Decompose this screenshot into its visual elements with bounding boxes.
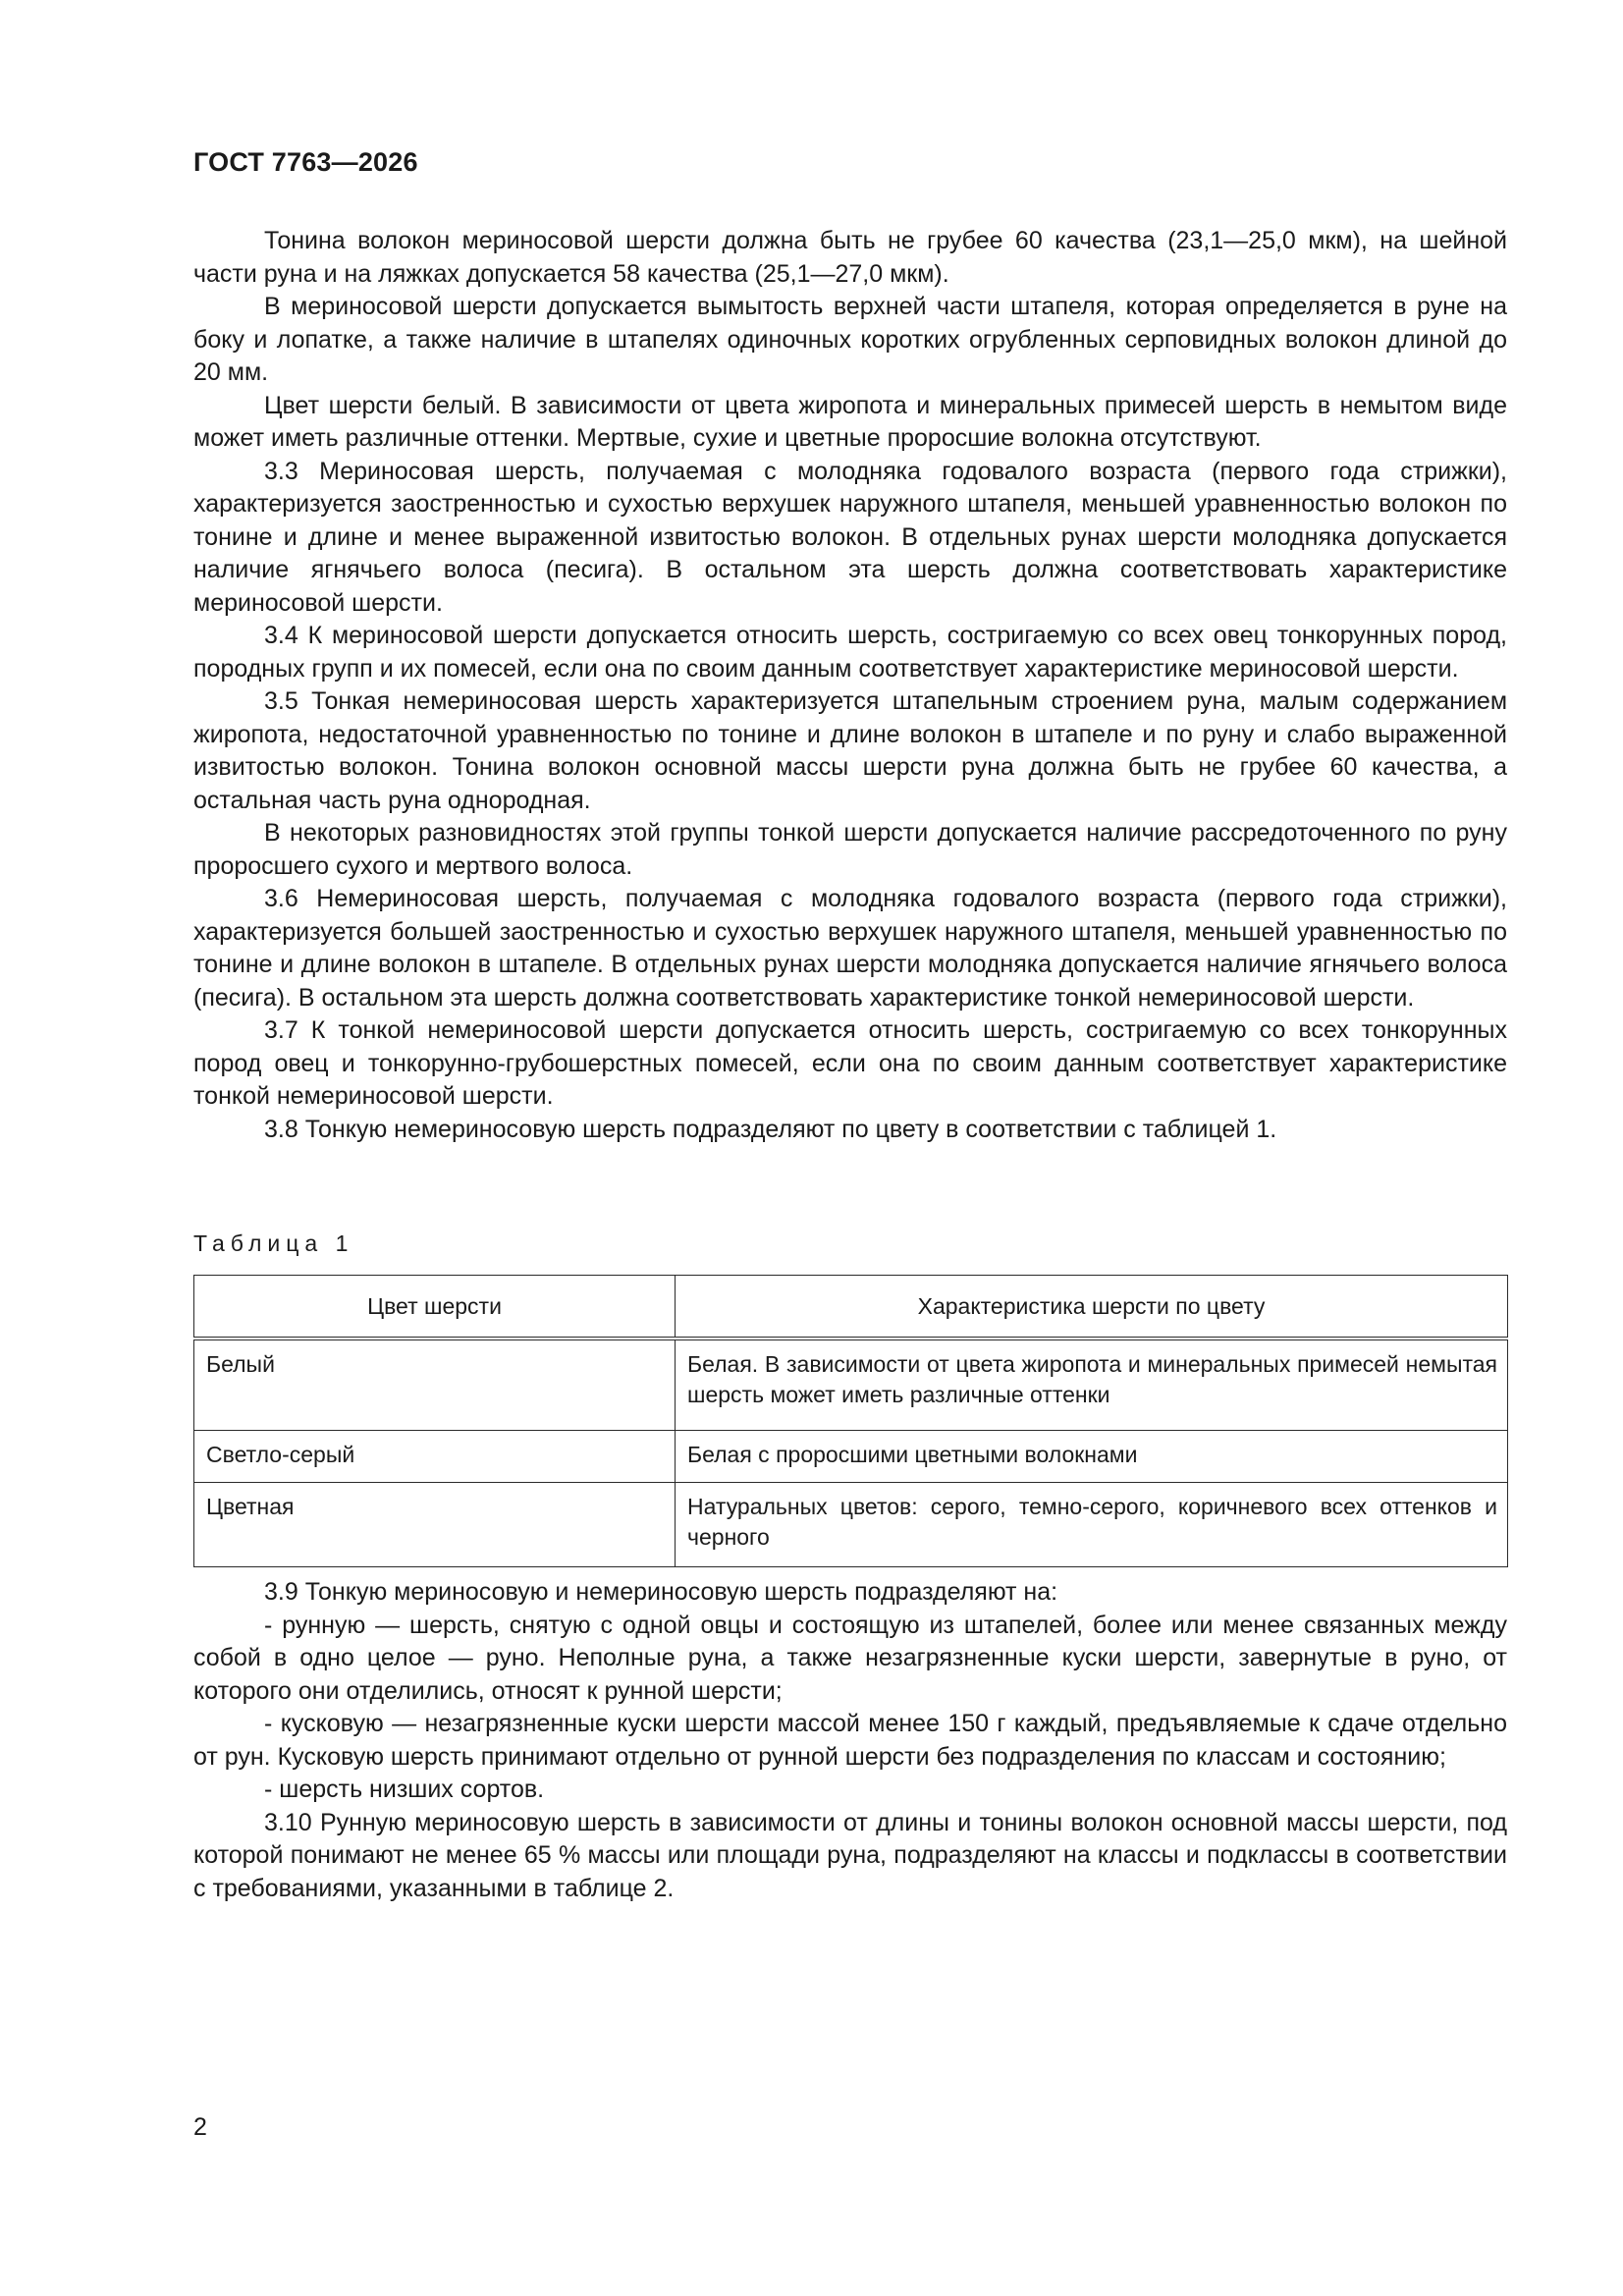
table-1: [193, 1275, 1508, 1567]
paragraph-3-3: 3.3 Мериносовая шерсть, получаемая с молодняка годовалого возраста (первого года стрижки), характеризуется заостренностью и сухостью верхушек наружного штапеля, меньшей уравненностью волокон по тонине и длине и менее выраженной извитостью волокон. В отдельных рунах шерсти молодняка допускается наличие ягнячьего волоса (песига). В остальном эта шерсть должна соответствовать характеристике мериносовой шерсти.: [193, 457, 1507, 617]
body-text-top: [193, 225, 1507, 1146]
paragraph-3-10: 3.10 Рунную мериносовую шерсть в зависимости от длины и тонины волокон основной массы шерсти, под которой понимают не менее 65 % массы или площади руна, подразделяют на классы и подклассы в соответствии с требованиями, указанными в таблице 2.: [193, 1808, 1507, 1902]
paragraph-3-5: 3.5 Тонкая немериносовая шерсть характеризуется штапельным строением руна, малым содержанием жиропота, недостаточной уравненностью по тонине и длине волокон в штапеле и по руну и слабо выраженной извитостью волокон. Тонина волокон основной массы шерсти руна должна быть не грубее 60 качества, а остальная часть руна однородная.: [193, 687, 1507, 814]
page-number: 2: [193, 2113, 207, 2141]
paragraph: В мериносовой шерсти допускается вымытость верхней части штапеля, которая определяется в руне на боку и лопатке, а также наличие в штапелях одиночных коротких огрубленных серповидных волокон длиной до 20 мм.: [193, 293, 1507, 386]
table-row: [194, 1431, 1508, 1483]
table-row: [194, 1483, 1508, 1567]
table-cell: Натуральных цветов: серого, темно-серого, коричневого всех оттенков и черного: [676, 1483, 1508, 1567]
column-header-characteristic: Характеристика шерсти по цвету: [676, 1276, 1508, 1339]
paragraph-3-8: 3.8 Тонкую немериносовую шерсть подразделяют по цвету в соответствии с таблицей 1.: [264, 1115, 1277, 1143]
list-item: - шерсть низших сортов.: [264, 1776, 545, 1803]
paragraph-3-4: 3.4 К мериносовой шерсти допускается относить шерсть, состригаемую со всех овец тонкорунных пород, породных групп и их помесей, если она по своим данным соответствует характеристике мериносовой шерсти.: [193, 622, 1507, 683]
table-cell: Цветная: [194, 1483, 676, 1567]
list-item: - кусковую — незагрязненные куски шерсти массой менее 150 г каждый, предъявляемые к сдаче отдельно от рун. Кусковую шерсть принимают отдельно от рунной шерсти без подразделения по классам и состоянию;: [193, 1710, 1507, 1771]
document-header: ГОСТ 7763—2026: [193, 147, 418, 177]
paragraph-3-6: 3.6 Немериносовая шерсть, получаемая с молодняка годовалого возраста (первого года стрижки), характеризуется большей заостренностью и сухостью верхушек наружного штапеля, меньшей уравненностью по тонине и длине волокон в штапеле. В отдельных рунах шерсти молодняка допускается наличие ягнячьего волоса (песига). В остальном эта шерсть должна соответствовать характеристике тонкой немериносовой шерсти.: [193, 885, 1507, 1011]
table-cell: Светло-серый: [194, 1431, 676, 1483]
paragraph: Тонина волокон мериносовой шерсти должна быть не грубее 60 качества (23,1—25,0 мкм), на шейной части руна и на ляжках допускается 58 качества (25,1—27,0 мкм).: [193, 227, 1507, 288]
wool-color-table: [193, 1275, 1508, 1567]
body-text-bottom: [193, 1576, 1507, 1905]
paragraph: Цвет шерсти белый. В зависимости от цвета жиропота и минеральных примесей шерсть в немытом виде может иметь различные оттенки. Мертвые, сухие и цветные проросшие волокна отсутствуют.: [193, 391, 1507, 452]
paragraph: В некоторых разновидностях этой группы тонкой шерсти допускается наличие рассредоточенного по руну проросшего сухого и мертвого волоса.: [193, 819, 1507, 880]
table-cell: Белая с проросшими цветными волокнами: [676, 1431, 1508, 1483]
list-item: - рунную — шерсть, снятую с одной овцы и состоящую из штапелей, более или менее связанных между собой в одно целое — руно. Неполные руна, а также незагрязненные куски шерсти, завернутые в руно, от которого они отделились, относят к рунной шерсти;: [193, 1611, 1507, 1705]
table-caption: Таблица 1: [193, 1230, 354, 1256]
paragraph-3-7: 3.7 К тонкой немериносовой шерсти допускается относить шерсть, состригаемую со всех тонкорунных пород овец и тонкорунно-грубошерстных помесей, если она по своим данным соответствует характеристике тонкой немериносовой шерсти.: [193, 1016, 1507, 1110]
column-header-color: Цвет шерсти: [194, 1276, 676, 1339]
paragraph-3-9: 3.9 Тонкую мериносовую и немериносовую шерсть подразделяют на:: [264, 1578, 1058, 1606]
table-row: [194, 1339, 1508, 1431]
table-cell: Белый: [194, 1339, 676, 1431]
table-cell: Белая. В зависимости от цвета жиропота и минеральных примесей немытая шерсть может иметь различные оттенки: [676, 1339, 1508, 1431]
table-header-row: [194, 1276, 1508, 1339]
